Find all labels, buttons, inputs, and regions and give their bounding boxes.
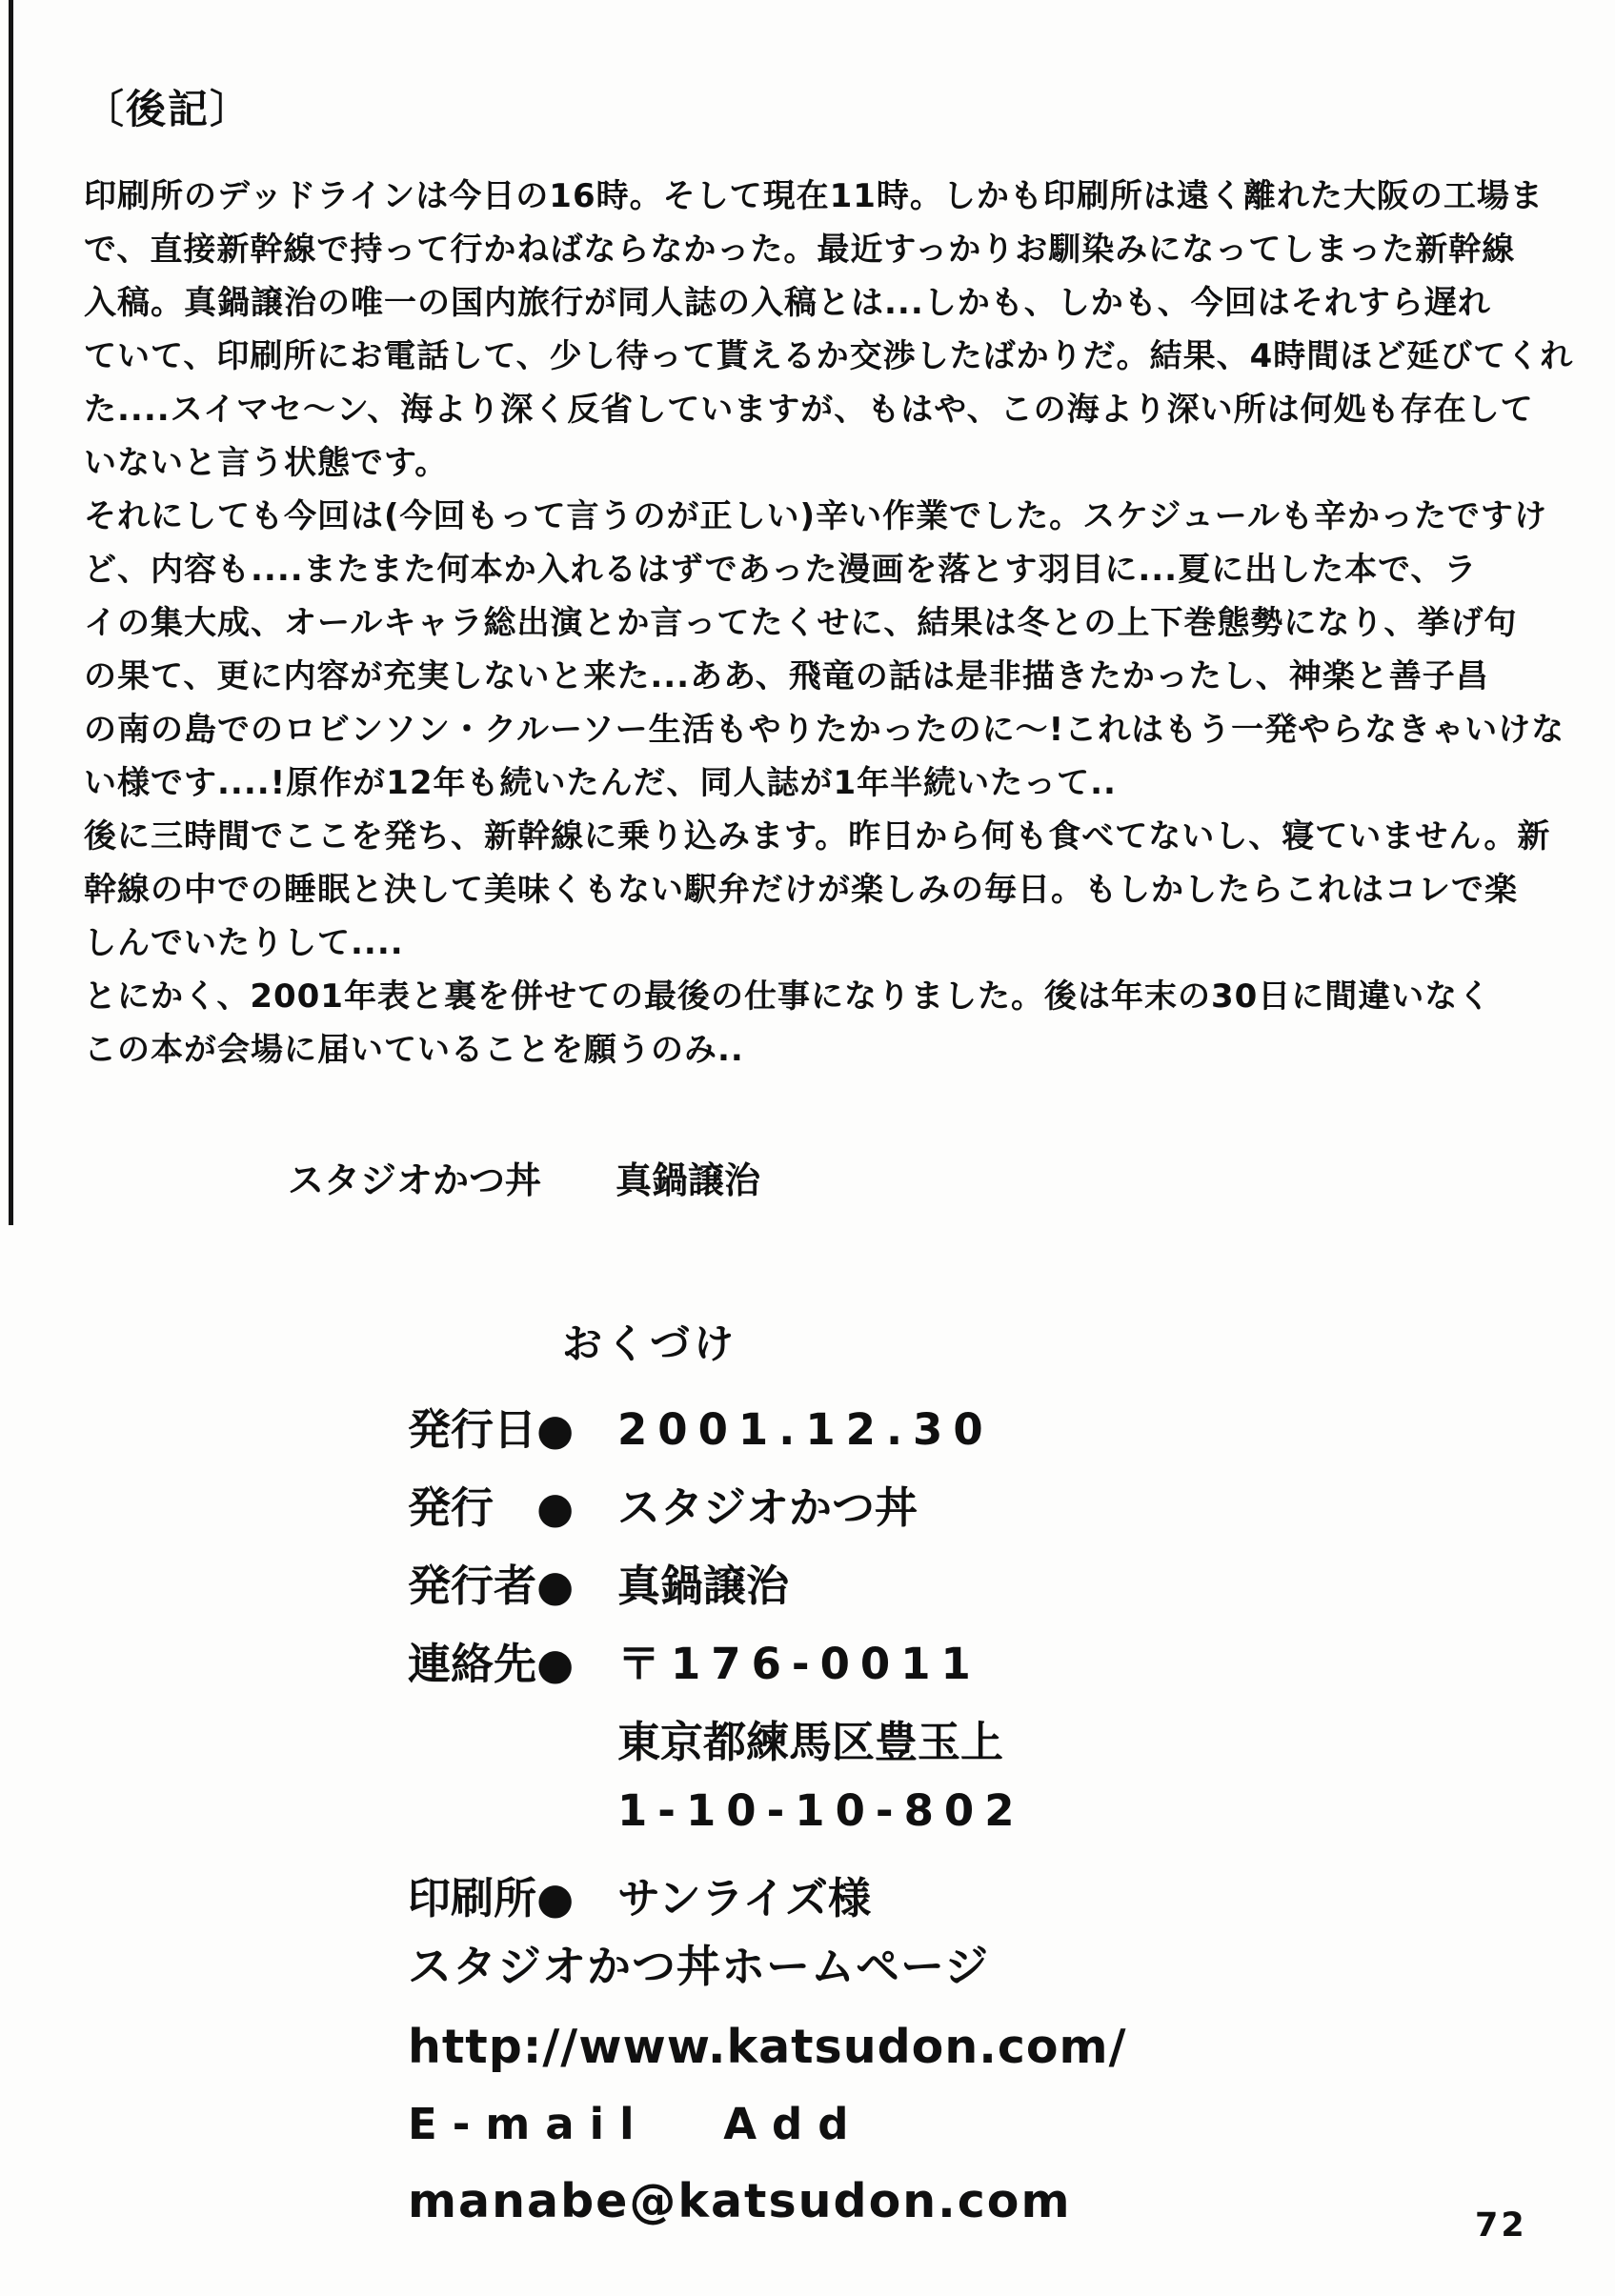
scan-spine-line: [9, 0, 13, 1225]
afterword-text-line: しんでいたりして....: [84, 924, 404, 962]
afterword-text-line: この本が会場に届いていることを願うのみ..: [84, 1031, 744, 1069]
postal-code: 〒176-0011: [617, 1639, 981, 1689]
afterword-text-line: とにかく、2001年表と裏を併せての最後の仕事になりました。後は年末の30日に間違いなく: [84, 977, 1492, 1016]
afterword-text-line: イの集大成、オールキャラ総出演とか言ってたくせに、結果は冬との上下巻態勢になり、挙げ句: [84, 604, 1518, 642]
colophon-title: おくづけ: [562, 1320, 738, 1367]
afterword-text-line: 入稿。真鍋譲治の唯一の国内旅行が同人誌の入稿とは...しかも、しかも、今回はそれすら遅れ: [84, 284, 1491, 322]
afterword-text-line: ていて、印刷所にお電話して、少し待って貰えるか交渉したばかりだ。結果、4時間ほど延びてくれ: [84, 337, 1574, 375]
colophon-row-contact-postal: [408, 1629, 1025, 1707]
colophon-section: [408, 1313, 1025, 1942]
colophon-label: 印刷所●: [408, 1873, 575, 1923]
colophon-row-address-1: [408, 1707, 1025, 1785]
author-name: 真鍋譲治: [616, 1159, 761, 1201]
afterword-text-line: いないと言う状態です。: [84, 444, 449, 482]
colophon-label: 発行 ●: [408, 1482, 575, 1533]
afterword-text-line: の南の島でのロビンソン・クルーソー生活もやりたかったのに〜!これはもう一発やらなきゃいけな: [84, 711, 1565, 749]
publisher-person: 真鍋譲治: [617, 1561, 790, 1611]
page-number: 72: [1475, 2206, 1527, 2245]
colophon-label: 発行日●: [408, 1404, 575, 1455]
afterword-heading: 〔後記〕: [84, 86, 252, 132]
contact-footer: [408, 1932, 1127, 2228]
afterword-text-line: 印刷所のデッドラインは今日の16時。そして現在11時。しかも印刷所は遠く離れた大阪の工場ま: [84, 177, 1544, 215]
afterword-text-line: 幹線の中での睡眠と決して美味くもない駅弁だけが楽しみの毎日。もしかしたらこれはコレで楽: [84, 871, 1518, 909]
colophon-label: 連絡先●: [408, 1639, 575, 1689]
email-address: manabe@katsudon.com: [408, 2174, 1072, 2228]
afterword-text-line: た....スイマセ〜ン、海より深く反省していますが、もはや、この海より深い所は何処も存在して: [84, 391, 1534, 429]
colophon-row-publish-date: [408, 1395, 1025, 1473]
colophon-row-address-2: [408, 1785, 1025, 1863]
publisher-circle: スタジオかつ丼: [617, 1482, 919, 1533]
afterword-text-line: で、直接新幹線で持って行かねばならなかった。最近すっかりお馴染みになってしまった新幹線: [84, 231, 1516, 269]
afterword-section: [84, 78, 1575, 1077]
afterword-text-line: い様です....!原作が12年も続いたんだ、同人誌が1年半続いたって..: [84, 764, 1117, 802]
colophon-row-publisher-circle: [408, 1473, 1025, 1551]
email-label: E-mail Add: [408, 2099, 864, 2149]
colophon-label: 発行者●: [408, 1561, 575, 1611]
colophon-row-printer: [408, 1863, 1025, 1942]
publish-date: 2001.12.30: [617, 1404, 994, 1455]
circle-name: スタジオかつ丼: [288, 1159, 542, 1201]
signature-line: [288, 1151, 760, 1203]
address-line-2: 1-10-10-802: [617, 1785, 1025, 1836]
afterword-text-line: の果て、更に内容が充実しないと来た...ああ、飛竜の話は是非描きたかったし、神楽と善子昌: [84, 657, 1489, 695]
colophon-row-publisher-person: [408, 1551, 1025, 1629]
homepage-url: http://www.katsudon.com/: [408, 2020, 1127, 2074]
address-line-1: 東京都練馬区豊玉上: [617, 1717, 1004, 1767]
printer-name: サンライズ様: [617, 1873, 871, 1923]
afterword-text-line: ど、内容も....またまた何本か入れるはずであった漫画を落とす羽目に...夏に出した本で、ラ: [84, 551, 1478, 589]
afterword-text-line: それにしても今回は(今回もって言うのが正しい)辛い作業でした。スケジュールも辛かったですけ: [84, 497, 1548, 535]
homepage-label: スタジオかつ丼ホームページ: [408, 1941, 990, 1992]
afterword-text-line: 後に三時間でここを発ち、新幹線に乗り込みます。昨日から何も食べてないし、寝ていません。新: [84, 817, 1551, 856]
